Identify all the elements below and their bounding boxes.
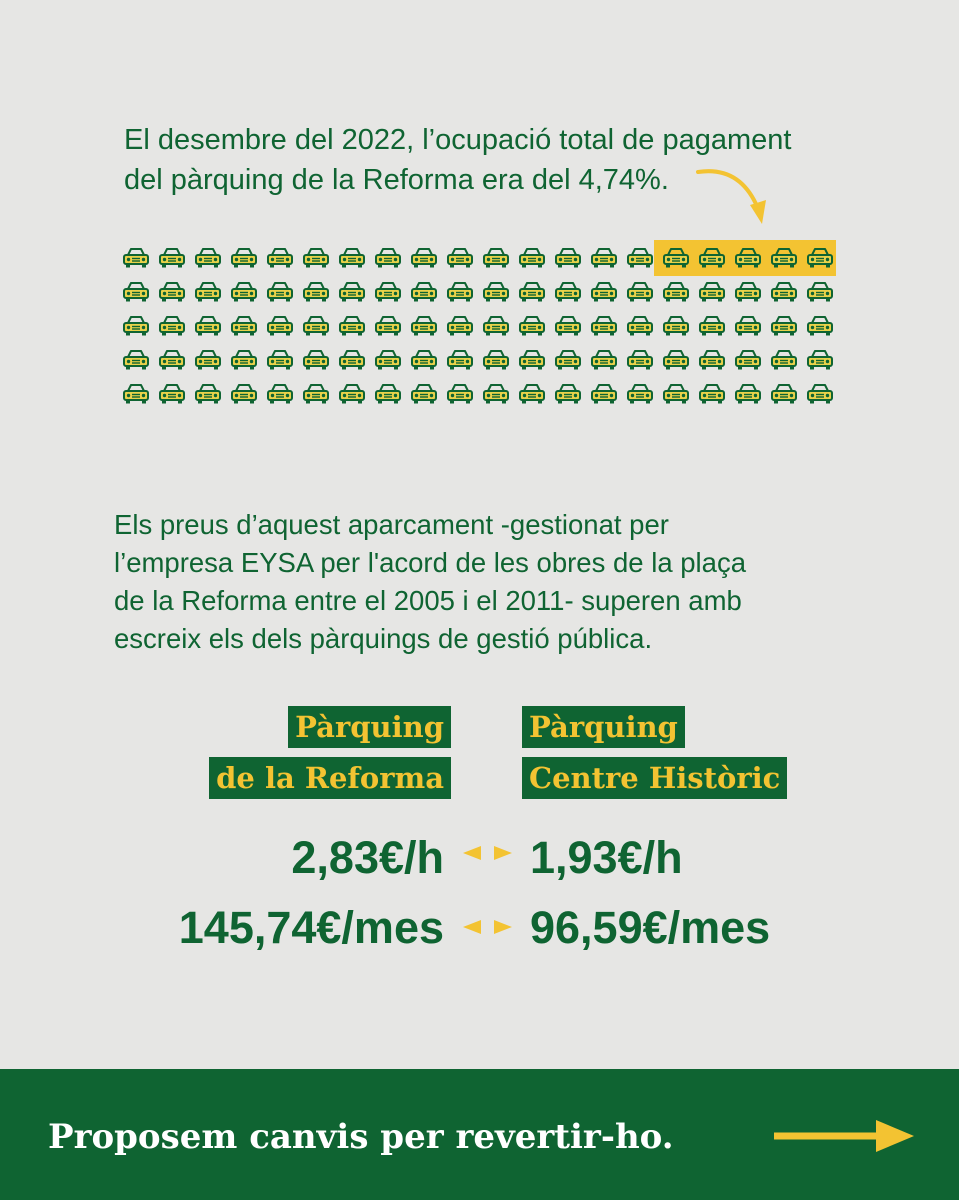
car-icon [196, 249, 220, 268]
car-icon [232, 385, 256, 404]
reforma-monthly-price: 145,74€/mes [178, 902, 444, 953]
centre-historic-label-line-2: Centre Històric [522, 757, 787, 799]
car-icon [232, 283, 256, 302]
car-icon [484, 385, 508, 404]
car-icon [592, 351, 616, 370]
car-icon [340, 317, 364, 336]
car-icon [736, 317, 760, 336]
car-icon [232, 249, 256, 268]
car-icon [412, 249, 436, 268]
car-icon [304, 385, 328, 404]
call-to-action[interactable]: Proposem canvis per revertir-ho. [48, 1117, 674, 1157]
centre-historic-monthly-price: 96,59€/mes [530, 902, 771, 953]
centre-historic-label-line-1: Pàrquing [522, 706, 685, 748]
car-icon [376, 351, 400, 370]
car-icon [124, 317, 148, 336]
car-icon [412, 283, 436, 302]
body-line-4: escreix els dels pàrquings de gestió pública. [114, 623, 653, 654]
car-icon [196, 283, 220, 302]
double-arrow-icon [460, 844, 515, 862]
car-icon [772, 317, 796, 336]
occupancy-car-grid [118, 240, 840, 410]
car-icon [160, 317, 184, 336]
car-icon [304, 317, 328, 336]
car-icon [412, 385, 436, 404]
car-icon [268, 385, 292, 404]
car-icon [232, 351, 256, 370]
body-line-2: l’empresa EYSA per l'acord de les obres de la plaça [114, 547, 746, 578]
car-icon [196, 351, 220, 370]
car-icon [772, 351, 796, 370]
car-icon [124, 249, 148, 268]
car-icon [736, 283, 760, 302]
car-icon [556, 249, 580, 268]
car-icon [196, 317, 220, 336]
car-icon [340, 351, 364, 370]
car-icon [484, 249, 508, 268]
car-icon [268, 317, 292, 336]
car-icon [376, 283, 400, 302]
car-icon [808, 283, 832, 302]
car-icon [376, 385, 400, 404]
car-icon [232, 317, 256, 336]
car-icon [700, 351, 724, 370]
car-icon [160, 249, 184, 268]
car-icon [484, 283, 508, 302]
car-icon [520, 249, 544, 268]
car-icon [736, 351, 760, 370]
car-icon [304, 249, 328, 268]
car-icon [556, 317, 580, 336]
car-icon [340, 385, 364, 404]
car-icon [520, 283, 544, 302]
car-icon [772, 385, 796, 404]
car-icon [556, 351, 580, 370]
intro-line-2: del pàrquing de la Reforma era del 4,74%. [124, 164, 669, 196]
car-icon [160, 385, 184, 404]
car-icon [376, 317, 400, 336]
car-icon [124, 385, 148, 404]
car-icon [628, 385, 652, 404]
car-icon [268, 283, 292, 302]
car-icon [592, 249, 616, 268]
car-icon [448, 283, 472, 302]
car-icon [664, 317, 688, 336]
car-icon [448, 249, 472, 268]
car-icon [124, 351, 148, 370]
car-icon [412, 317, 436, 336]
car-icon [484, 351, 508, 370]
car-icon [160, 351, 184, 370]
car-icon [448, 317, 472, 336]
car-icon [304, 351, 328, 370]
car-icon [124, 283, 148, 302]
car-icon [448, 385, 472, 404]
curved-arrow-icon [690, 160, 780, 240]
car-icon [160, 283, 184, 302]
car-icon [304, 283, 328, 302]
car-icon [556, 385, 580, 404]
car-icon [484, 317, 508, 336]
reforma-label-line-2: de la Reforma [209, 757, 451, 799]
car-icon [700, 317, 724, 336]
footer-banner [0, 1069, 959, 1200]
car-icon [592, 385, 616, 404]
car-icon [772, 283, 796, 302]
car-icon [412, 351, 436, 370]
car-icon [268, 249, 292, 268]
car-icon [700, 283, 724, 302]
intro-line-1: El desembre del 2022, l’ocupació total de pagament [124, 124, 792, 156]
car-icon [808, 317, 832, 336]
car-icon [556, 283, 580, 302]
car-icon [196, 385, 220, 404]
double-arrow-icon [460, 918, 515, 936]
car-icon [664, 351, 688, 370]
car-icon [664, 283, 688, 302]
car-icon [592, 283, 616, 302]
car-icon [628, 351, 652, 370]
right-arrow-icon[interactable] [770, 1116, 916, 1156]
body-line-3: de la Reforma entre el 2005 i el 2011- superen amb [114, 585, 742, 616]
car-icon [340, 249, 364, 268]
reforma-label-line-1: Pàrquing [288, 706, 451, 748]
body-text [114, 506, 854, 658]
car-icon [268, 351, 292, 370]
car-icon [628, 249, 652, 268]
car-icon [628, 283, 652, 302]
car-icon [520, 385, 544, 404]
car-icon [340, 283, 364, 302]
car-icon [808, 385, 832, 404]
car-icon [592, 317, 616, 336]
reforma-hourly-price: 2,83€/h [291, 832, 444, 883]
car-icon [808, 351, 832, 370]
car-icon [448, 351, 472, 370]
car-icon [628, 317, 652, 336]
centre-historic-hourly-price: 1,93€/h [530, 832, 683, 883]
car-icon [520, 351, 544, 370]
car-icon [736, 385, 760, 404]
car-icon [700, 385, 724, 404]
body-line-1: Els preus d’aquest aparcament -gestionat per [114, 509, 669, 540]
car-icon [520, 317, 544, 336]
car-icon [664, 385, 688, 404]
car-icon [376, 249, 400, 268]
